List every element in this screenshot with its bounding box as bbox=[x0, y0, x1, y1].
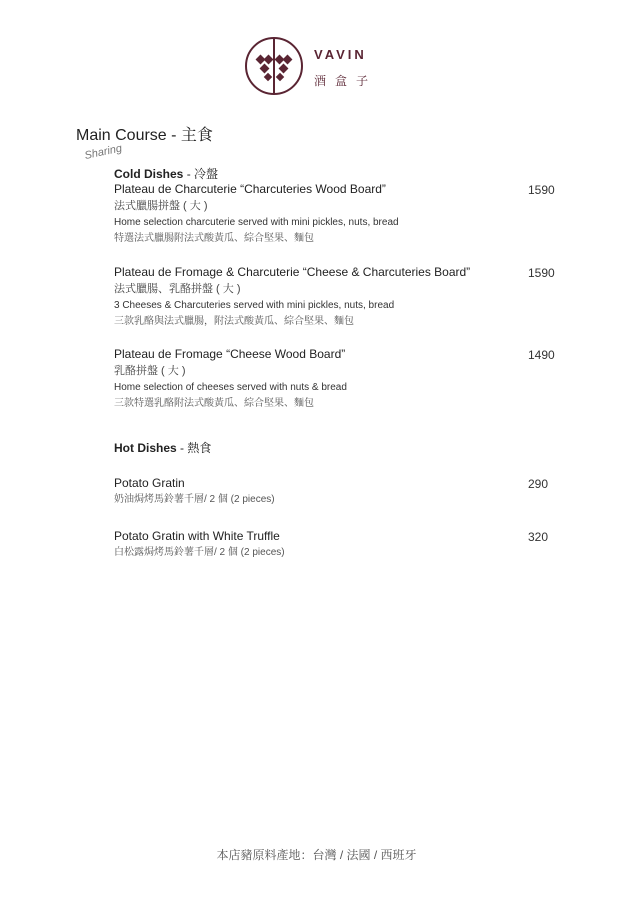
menu-item-potato-gratin-truffle bbox=[114, 528, 574, 561]
cold-heading-en: Cold Dishes bbox=[114, 167, 184, 181]
origin-footer: 本店豬原料產地：台灣 / 法國 / 西班牙 bbox=[216, 848, 417, 862]
item-name: Plateau de Charcuterie “Charcuteries Wood Board” bbox=[114, 182, 386, 196]
item-description-zh: 奶油焗烤馬鈴薯千層/ 2 個 (2 pieces) bbox=[114, 494, 275, 505]
hot-heading-en: Hot Dishes bbox=[114, 441, 177, 455]
item-name: Plateau de Fromage “Cheese Wood Board” bbox=[114, 347, 346, 361]
item-price: 320 bbox=[528, 530, 549, 544]
item-price: 290 bbox=[528, 477, 549, 491]
item-name-zh: 乳酪拼盤 ( 大 ) bbox=[114, 365, 186, 377]
cold-dishes-heading bbox=[114, 165, 218, 182]
menu-item-potato-gratin bbox=[114, 475, 574, 508]
item-description: 3 Cheeses & Charcuteries served with mini pickles, nuts, bread bbox=[114, 300, 395, 311]
hot-dishes-heading bbox=[114, 439, 211, 456]
sharing-tag: Sharing bbox=[83, 142, 124, 162]
item-description: Home selection charcuterie served with mini pickles, nuts, bread bbox=[114, 217, 399, 228]
item-description-zh: 三款特選乳酪附法式酸黃瓜、綜合堅果、麵包 bbox=[114, 398, 314, 409]
item-description-zh: 白松露焗烤馬鈴薯千層/ 2 個 (2 pieces) bbox=[114, 547, 285, 558]
item-description-zh: 特選法式臘腸附法式酸黃瓜、綜合堅果、麵包 bbox=[114, 233, 314, 244]
section-title: Main Course - 主食 bbox=[76, 127, 213, 144]
grape-logo-icon bbox=[244, 36, 304, 96]
item-name: Plateau de Fromage & Charcuterie “Cheese & Charcuteries Board” bbox=[114, 265, 471, 279]
logo bbox=[244, 36, 414, 96]
item-price: 1490 bbox=[528, 348, 555, 362]
menu-item-charcuterie bbox=[114, 181, 574, 247]
item-description-zh: 三款乳酪與法式臘腸，附法式酸黃瓜、綜合堅果、麵包 bbox=[114, 316, 354, 327]
item-price: 1590 bbox=[528, 183, 555, 197]
item-description: Home selection of cheeses served with nuts & bread bbox=[114, 382, 347, 393]
menu-item-cheese bbox=[114, 346, 574, 412]
item-price: 1590 bbox=[528, 266, 555, 280]
item-name: Potato Gratin bbox=[114, 476, 185, 490]
item-name-zh: 法式臘腸拼盤 ( 大 ) bbox=[114, 200, 208, 212]
item-name: Potato Gratin with White Truffle bbox=[114, 529, 280, 543]
cold-heading-zh: - 冷盤 bbox=[183, 167, 219, 181]
item-name-zh: 法式臘腸、乳酪拼盤 ( 大 ) bbox=[114, 283, 241, 295]
brand-name-zh: 酒盒子 bbox=[314, 74, 378, 88]
menu-item-cheese-charcuterie bbox=[114, 264, 574, 330]
hot-heading-zh: - 熱食 bbox=[176, 441, 212, 455]
brand-name: VAVIN bbox=[314, 47, 367, 62]
